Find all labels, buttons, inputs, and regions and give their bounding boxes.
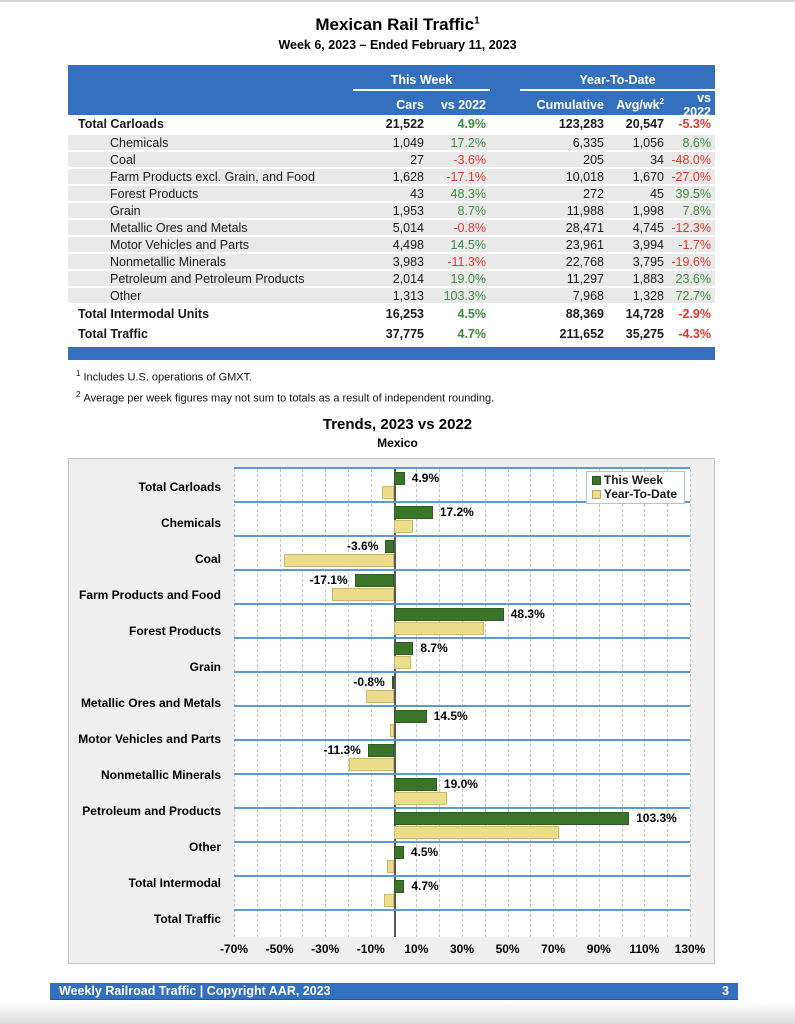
- chart-category-label: Chemicals: [160, 516, 221, 531]
- x-axis-tick-label: 70%: [541, 942, 566, 957]
- bar-value-label: -0.8%: [353, 675, 385, 690]
- footnote: [76, 390, 795, 405]
- cell-ytd-vs2022: -4.3%: [678, 327, 711, 341]
- chart-category-label: Forest Products: [128, 624, 221, 639]
- bar-this-week: [368, 744, 394, 757]
- cell-cars: 4,498: [392, 237, 424, 252]
- bar-value-label: 14.5%: [433, 709, 468, 724]
- bar-value-label: -3.6%: [347, 539, 379, 554]
- cell-tw-vs2022: 8.7%: [457, 203, 486, 218]
- cell-cumulative: 272: [583, 186, 604, 201]
- cell-tw-vs2022: -17.1%: [446, 169, 486, 184]
- bar-year-to-date: [366, 690, 394, 703]
- chart-subtitle: Mexico: [377, 436, 418, 451]
- cell-avgwk: 20,547: [625, 117, 664, 131]
- bar-this-week: [394, 608, 504, 621]
- chart-plot-area: [234, 467, 690, 937]
- cell-avgwk: 1,328: [632, 288, 664, 303]
- cell-cumulative: 23,961: [565, 237, 604, 252]
- bar-this-week: [394, 710, 427, 723]
- bar-year-to-date: [394, 826, 560, 839]
- footer-bar: [50, 983, 738, 1000]
- cell-cars: 43: [410, 186, 424, 201]
- cell-tw-vs2022: 19.0%: [450, 271, 486, 286]
- cell-ytd-vs2022: -1.7%: [678, 237, 711, 252]
- trends-chart: [68, 458, 715, 964]
- chart-category-label: Coal: [194, 552, 221, 567]
- table-row: [68, 288, 715, 305]
- bar-value-label: -11.3%: [323, 743, 361, 758]
- cell-cumulative: 7,968: [572, 288, 604, 303]
- cell-ytd-vs2022: -2.9%: [678, 307, 711, 321]
- bar-this-week: [394, 778, 437, 791]
- bar-this-week: [394, 880, 405, 893]
- column-header-cars: Cars: [396, 98, 424, 112]
- legend-label: This Week: [603, 473, 663, 488]
- bar-value-label: 48.3%: [510, 607, 545, 622]
- x-axis-tick-label: 90%: [586, 942, 611, 957]
- cell-cumulative: 6,335: [572, 135, 604, 150]
- chart-band: [234, 537, 690, 571]
- cell-avgwk: 34: [650, 152, 664, 167]
- cell-tw-vs2022: -11.3%: [447, 254, 486, 269]
- table-row: [68, 237, 715, 254]
- row-label: Total Traffic: [78, 327, 148, 341]
- cell-ytd-vs2022: -48.0%: [671, 152, 711, 167]
- row-label: Other: [110, 288, 142, 303]
- x-axis-tick-label: 10%: [404, 942, 429, 957]
- page-title: [0, 0, 795, 35]
- row-label: Farm Products excl. Grain, and Food: [110, 169, 315, 184]
- table-row: [68, 271, 715, 288]
- avgwk-label: Avg/wk: [616, 98, 660, 113]
- bar-this-week: [394, 472, 405, 485]
- chart-band: [234, 469, 690, 503]
- table-row: [68, 186, 715, 203]
- cell-cumulative: 88,369: [565, 307, 604, 321]
- bar-value-label: 8.7%: [420, 641, 448, 656]
- table-group-header-row: [68, 69, 715, 91]
- cell-tw-vs2022: 4.9%: [457, 117, 486, 131]
- table-header: [68, 65, 715, 119]
- cell-ytd-vs2022: -27.0%: [671, 169, 711, 184]
- page-bottom-edge: [0, 1002, 795, 1024]
- cell-avgwk: 3,795: [632, 254, 664, 269]
- cell-avgwk: 1,998: [632, 203, 664, 218]
- bar-this-week: [385, 540, 393, 553]
- legend-swatch-this-week: [592, 476, 601, 485]
- cell-cars: 1,049: [392, 135, 424, 150]
- chart-band: [234, 673, 690, 707]
- cell-cars: 27: [410, 152, 424, 167]
- chart-category-label: Total Intermodal: [128, 876, 221, 891]
- cell-cumulative: 123,283: [558, 117, 604, 131]
- cell-cars: 21,522: [385, 117, 424, 131]
- cell-ytd-vs2022: -19.6%: [671, 254, 711, 269]
- chart-category-label: Other: [188, 840, 221, 855]
- bar-year-to-date: [394, 622, 484, 635]
- bar-year-to-date: [394, 520, 414, 533]
- bar-year-to-date: [394, 656, 412, 669]
- chart-category-label: Grain: [189, 660, 221, 675]
- cell-cars: 5,014: [392, 220, 424, 235]
- cell-cars: 2,014: [392, 271, 424, 286]
- chart-title: Trends, 2023 vs 2022: [322, 416, 473, 434]
- x-axis-tick-label: -10%: [356, 942, 385, 957]
- chart-band: [234, 605, 690, 639]
- avgwk-footnote-marker: 2: [659, 97, 664, 107]
- table-column-header-row: [68, 91, 715, 119]
- cell-avgwk: 1,056: [632, 135, 664, 150]
- traffic-table: [68, 65, 715, 360]
- footnote-text: Includes U.S. operations of GMXT.: [83, 371, 253, 384]
- chart-band: [234, 775, 690, 809]
- bar-value-label: -17.1%: [309, 573, 348, 588]
- cell-ytd-vs2022: 23.6%: [675, 271, 711, 286]
- bar-value-label: 17.2%: [439, 505, 474, 520]
- footer-page-number: 3: [722, 984, 729, 998]
- x-axis-tick-label: -70%: [219, 942, 249, 957]
- cell-avgwk: 1,883: [632, 271, 664, 286]
- cell-avgwk: 3,994: [632, 237, 664, 252]
- chart-legend: [586, 471, 685, 504]
- row-label: Nonmetallic Minerals: [110, 254, 227, 269]
- bar-this-week: [394, 846, 404, 859]
- table-row: [68, 169, 715, 186]
- cell-tw-vs2022: -0.8%: [453, 220, 486, 235]
- bar-year-to-date: [332, 588, 394, 601]
- footnote-marker: 1: [76, 369, 81, 378]
- row-label: Coal: [110, 152, 136, 167]
- table-body: [68, 115, 715, 345]
- column-header-cumulative: Cumulative: [536, 98, 604, 112]
- table-row: [68, 203, 715, 220]
- chart-category-label: Total Traffic: [153, 912, 221, 927]
- cell-cumulative: 211,652: [559, 327, 604, 341]
- cell-cumulative: 11,988: [566, 203, 604, 218]
- chart-band: [234, 809, 690, 843]
- cell-cumulative: 22,768: [565, 254, 604, 269]
- bar-value-label: 103.3%: [636, 811, 677, 826]
- footer-text: Weekly Railroad Traffic | Copyright AAR, 2023: [59, 984, 331, 998]
- chart-category-label: Petroleum and Products: [82, 804, 221, 819]
- chart-x-axis-row: [69, 937, 714, 959]
- x-axis-spacer: [69, 937, 234, 959]
- bar-year-to-date: [382, 486, 394, 499]
- legend-swatch-year-to-date: [592, 490, 601, 499]
- row-label: Metallic Ores and Metals: [110, 220, 248, 235]
- bar-value-label: 4.9%: [411, 471, 440, 486]
- bar-value-label: 4.7%: [411, 879, 439, 894]
- group-header-this-week: This Week: [353, 73, 490, 91]
- bar-year-to-date: [384, 894, 394, 907]
- page-top-edge: [0, 0, 795, 2]
- table-row: [68, 254, 715, 271]
- cell-ytd-vs2022: 7.8%: [682, 203, 711, 218]
- chart-x-axis: [219, 937, 706, 959]
- table-row: [68, 325, 715, 345]
- bar-this-week: [394, 506, 433, 519]
- cell-ytd-vs2022: -5.3%: [678, 117, 711, 131]
- legend-label: Year-To-Date: [603, 487, 677, 502]
- footnote: [76, 369, 795, 384]
- cell-cars: 3,983: [392, 254, 424, 269]
- cell-tw-vs2022: 103.3%: [443, 288, 486, 303]
- chart-band: [234, 877, 690, 911]
- cell-cars: 1,313: [392, 288, 424, 303]
- x-axis-tick-label: 110%: [629, 942, 660, 957]
- cell-ytd-vs2022: 39.5%: [675, 186, 711, 201]
- cell-avgwk: 14,728: [625, 307, 664, 321]
- page-title-text: Mexican Rail Traffic: [315, 15, 475, 34]
- row-label: Grain: [110, 203, 141, 218]
- table-bottom-bar: [68, 347, 715, 360]
- row-label: Forest Products: [110, 186, 199, 201]
- page-title-footnote-marker: 1: [474, 15, 480, 27]
- legend-item: [592, 487, 677, 501]
- chart-band: [234, 571, 690, 605]
- x-axis-tick-label: -30%: [311, 942, 340, 957]
- chart-category-label: Nonmetallic Minerals: [100, 768, 221, 783]
- cell-avgwk: 1,670: [632, 169, 664, 184]
- bar-value-label: 19.0%: [443, 777, 478, 792]
- bar-year-to-date: [387, 860, 394, 873]
- chart-body: [69, 467, 714, 937]
- bar-this-week: [355, 574, 394, 587]
- cell-cumulative: 11,297: [566, 271, 604, 286]
- bar-year-to-date: [390, 724, 394, 737]
- chart-category-label: Metallic Ores and Metals: [80, 696, 221, 711]
- chart-category-label: Total Carloads: [138, 480, 221, 495]
- cell-tw-vs2022: 17.2%: [450, 135, 486, 150]
- row-label: Total Intermodal Units: [78, 307, 210, 321]
- footnote-text: Average per week figures may not sum to totals as a result of independent rounding.: [83, 392, 495, 405]
- chart-band: [234, 639, 690, 673]
- table-row: [68, 152, 715, 169]
- row-label: Total Carloads: [78, 117, 164, 131]
- chart-category-label: Motor Vehicles and Parts: [78, 732, 221, 747]
- column-header-tw-vs2022: vs 2022: [440, 98, 486, 112]
- cell-ytd-vs2022: -12.3%: [671, 220, 711, 235]
- table-row: [68, 115, 715, 135]
- footnotes: [76, 369, 795, 404]
- cell-avgwk: 35,275: [625, 327, 664, 341]
- x-axis-tick-label: -50%: [265, 942, 294, 957]
- bar-this-week: [394, 812, 630, 825]
- chart-band: [234, 741, 690, 775]
- bar-value-label: 4.5%: [410, 845, 439, 860]
- bar-this-week: [394, 642, 414, 655]
- chart-category-labels: [69, 467, 234, 937]
- cell-tw-vs2022: -3.6%: [453, 152, 486, 167]
- cell-avgwk: 45: [650, 186, 664, 201]
- chart-category-label: Farm Products and Food: [78, 588, 221, 603]
- row-label: Petroleum and Petroleum Products: [110, 271, 305, 286]
- page-subtitle: Week 6, 2023 – Ended February 11, 2023: [278, 38, 517, 52]
- cell-tw-vs2022: 4.7%: [457, 327, 486, 341]
- cell-cumulative: 205: [583, 152, 604, 167]
- x-axis-tick-label: 130%: [674, 942, 706, 957]
- chart-band: [234, 707, 690, 741]
- column-header-avgwk: [608, 97, 668, 112]
- footnote-marker: 2: [76, 389, 81, 399]
- bar-year-to-date: [394, 792, 448, 805]
- legend-item: [592, 473, 677, 487]
- cell-tw-vs2022: 48.3%: [450, 186, 486, 201]
- cell-ytd-vs2022: 72.7%: [675, 288, 711, 303]
- table-row: [68, 135, 715, 152]
- cell-tw-vs2022: 14.5%: [450, 237, 486, 252]
- cell-ytd-vs2022: 8.6%: [682, 135, 711, 150]
- bar-this-week: [392, 676, 394, 689]
- row-label: Motor Vehicles and Parts: [110, 237, 249, 252]
- gridline: [690, 469, 691, 937]
- bar-year-to-date: [284, 554, 393, 567]
- cell-cars: 37,775: [385, 327, 424, 341]
- table-row: [68, 305, 715, 325]
- x-axis-tick-label: 30%: [449, 942, 475, 957]
- x-axis-tick-label: 50%: [495, 942, 520, 957]
- column-header-ytd-vs2022: vs 2022: [683, 91, 711, 119]
- row-label: Chemicals: [110, 135, 169, 150]
- chart-band: [234, 843, 690, 877]
- cell-tw-vs2022: 4.5%: [457, 307, 486, 321]
- cell-cumulative: 10,018: [565, 169, 604, 184]
- cell-cars: 1,628: [392, 169, 424, 184]
- cell-cars: 1,953: [392, 203, 424, 218]
- bar-year-to-date: [349, 758, 394, 771]
- chart-band: [234, 503, 690, 537]
- cell-avgwk: 4,745: [632, 220, 664, 235]
- table-row: [68, 220, 715, 237]
- cell-cumulative: 28,471: [565, 220, 604, 235]
- group-header-year-to-date: Year-To-Date: [520, 73, 715, 91]
- cell-cars: 16,253: [385, 307, 424, 321]
